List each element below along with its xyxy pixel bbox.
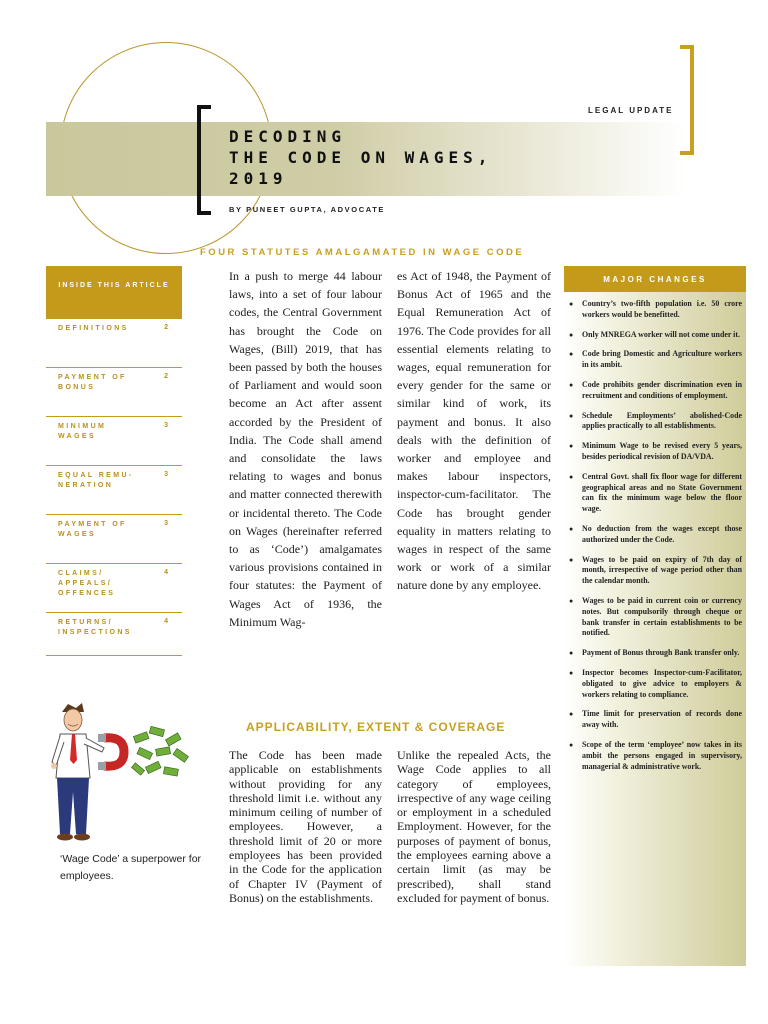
- list-item: ● Central Govt. shall fix floor wage for different geographical areas and no State Government can fix the minimum wage below the floor wage.: [568, 472, 742, 515]
- toc-item-page: 4: [164, 569, 168, 576]
- list-item: ● Inspector becomes Inspector-cum-Facilitator, obligated to give advice to employers & workers relating to compliance.: [568, 668, 742, 700]
- toc-item-claims-appeals-offences[interactable]: [46, 563, 182, 612]
- major-changes-list: [564, 292, 746, 772]
- inside-article-title: INSIDE THIS ARTICLE: [58, 282, 170, 289]
- title-line-1: DECODING: [229, 127, 347, 146]
- list-item: ● Wages to be paid in current coin or currency notes. But compulsorily through cheque or bank transfer in certain establishments to be notified.: [568, 596, 742, 639]
- toc-item-label: EQUAL REMU-NERATION: [58, 472, 134, 489]
- toc-item-label: DEFINITIONS: [58, 325, 129, 332]
- list-item: ● Schedule Employments’ abolished-Code applies practically to all establishments.: [568, 411, 742, 433]
- subsection-heading: APPLICABILITY, EXTENT & COVERAGE: [246, 720, 506, 734]
- toc-item-label: PAYMENT OF BONUS: [58, 374, 127, 391]
- toc-item-label: MINIMUM WAGES: [58, 423, 107, 440]
- toc-item-page: 3: [164, 422, 168, 429]
- toc-item-page: 4: [164, 618, 168, 625]
- toc-item-equal-remuneration[interactable]: [46, 465, 182, 514]
- inside-article-box: [46, 266, 182, 318]
- toc-item-payment-of-wages[interactable]: [46, 514, 182, 563]
- list-item: ● Scope of the term ‘employee’ now takes in its ambit the persons engaged in supervisory, managerial & administrative work.: [568, 740, 742, 772]
- body-column-2: es Act of 1948, the Payment of Bonus Act of 1965 and the Equal Remuneration Act of 1976. The Code provides for all essential elements relating to wages, equal remuneration for every gender for the same or similar kind of work, its payment and bonus. It also deals with the definition of worker and employee and makes labour inspectors, inspector-cum-facilitator. The Code has brought gender equality in matters relating to wages in respect of the same work or work of a similar nature done by any employee.: [397, 269, 551, 593]
- list-item: ● Minimum Wage to be revised every 5 years, besides periodical revision of DA/VDA.: [568, 441, 742, 463]
- page-title: [229, 126, 492, 189]
- illustration-caption: ‘Wage Code’ a superpower for employees.: [60, 853, 202, 882]
- toc-item-page: 2: [164, 373, 168, 380]
- list-item: ● No deduction from the wages except those authorized under the Code.: [568, 524, 742, 546]
- list-item: ● Wages to be paid on expiry of 7th day of month, irrespective of wage period other than the calendar month.: [568, 555, 742, 587]
- body-column-4: Unlike the repealed Acts, the Wage Code applies to all category of employees, irrespective of any wage ceiling or employment in a scheduled Employment. However, for the purposes of payment of bonus, the employees earning above a certain limit (as may be prescribed), shall stand excluded for payment of bonus.: [397, 748, 551, 905]
- list-item: ● Only MNREGA worker will not come under it.: [568, 330, 742, 341]
- section-heading: FOUR STATUTES AMALGAMATED IN WAGE CODE: [200, 247, 525, 258]
- title-line-3: 2019: [229, 169, 288, 188]
- list-item: ● Code prohibits gender discrimination even in recruitment and conditions of employment.: [568, 380, 742, 402]
- body-column-1: In a push to merge 44 labour laws, into a set of four labour codes, the Central Government has brought the Code on Wages, (Bill) 2019, that has been passed by both the houses of Parliament and would soon become an Act after assent accorded by the President of India. The Code shall amend and consolidate the laws relating to wages and bonus and matter connected therewith or incidental thereto. The Code on Wages (hereinafter referred to as ‘Code’) amalgamates various provisions contained in four statutes: the Payment of Wages Act of 1936, the Minimum Wag-: [229, 269, 382, 629]
- toc-item-payment-of-bonus[interactable]: [46, 367, 182, 416]
- list-item: ● Code bring Domestic and Agriculture workers in its ambit.: [568, 349, 742, 371]
- major-changes-title: MAJOR CHANGES: [564, 266, 746, 292]
- major-changes-panel: [564, 266, 746, 966]
- table-of-contents: [46, 318, 182, 656]
- toc-item-minimum-wages[interactable]: [46, 416, 182, 465]
- body-column-3: The Code has been made applicable on establishments without providing for any threshold limit i.e. without any minimum ceiling of number of employees. However, a threshold limit of 20 or more employees has been provided in the Code for the application of Chapter IV (Payment of Bonus) on the establishments.: [229, 748, 382, 905]
- toc-item-label: PAYMENT OF WAGES: [58, 521, 127, 538]
- toc-item-label: CLAIMS/ APPEALS/ OFFENCES: [58, 570, 116, 597]
- toc-item-page: 2: [164, 324, 168, 331]
- list-item: ● Country’s two-fifth population i.e. 50 crore workers would be benefitted.: [568, 299, 742, 321]
- toc-item-page: 3: [164, 471, 168, 478]
- toc-item-definitions[interactable]: [46, 318, 182, 367]
- title-line-2: THE CODE ON WAGES,: [229, 148, 493, 167]
- toc-item-page: 3: [164, 520, 168, 527]
- toc-item-returns-inspections[interactable]: [46, 612, 182, 656]
- magnet-man-illustration: [46, 700, 196, 850]
- right-bracket-ornament: [680, 45, 694, 155]
- toc-item-label: RETURNS/ INSPECTIONS: [58, 619, 132, 636]
- list-item: ● Time limit for preservation of records done away with.: [568, 709, 742, 731]
- kicker-label: LEGAL UPDATE: [588, 106, 674, 115]
- list-item: ● Payment of Bonus through Bank transfer only.: [568, 648, 742, 659]
- byline: BY PUNEET GUPTA, ADVOCATE: [229, 205, 385, 214]
- left-bracket-ornament: [197, 105, 211, 215]
